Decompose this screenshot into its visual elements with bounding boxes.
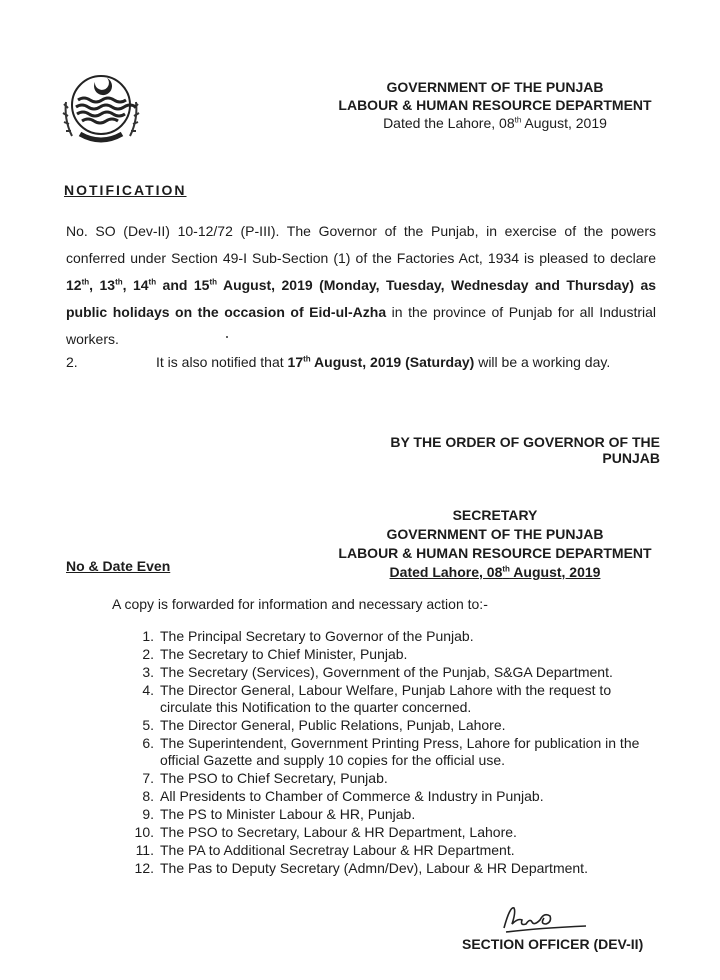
list-item [124, 664, 664, 681]
list-item [124, 788, 664, 805]
list-item-number: 8. [142, 788, 154, 804]
list-item [124, 806, 664, 823]
punjab-emblem-logo [58, 62, 144, 148]
list-item-text: The Pas to Deputy Secretary (Admn/Dev), Labour & HR Department. [160, 860, 588, 876]
letterhead-government: GOVERNMENT OF THE PUNJAB [386, 79, 604, 95]
secretary-block [330, 506, 660, 582]
list-item-number: 5. [142, 717, 154, 733]
list-item [124, 824, 664, 841]
list-item-number: 3. [142, 664, 154, 680]
list-item-number: 9. [142, 806, 154, 822]
letterhead [330, 78, 660, 132]
list-item-text: The Secretary (Services), Government of the Punjab, S&GA Department. [160, 664, 613, 680]
list-item [124, 860, 664, 877]
list-item-number: 7. [142, 770, 154, 786]
list-item-number: 10. [134, 824, 154, 840]
distribution-list [124, 628, 664, 878]
no-date-even: No & Date Even [66, 558, 171, 574]
list-item [124, 682, 664, 716]
secretary-title: SECRETARY [452, 507, 538, 523]
order-line: BY THE ORDER OF GOVERNOR OF THE PUNJAB [390, 434, 660, 466]
list-item-text: The PA to Additional Secretray Labour & HR Department. [160, 842, 515, 858]
list-item-text: The Secretary to Chief Minister, Punjab. [160, 646, 408, 662]
notification-paragraph-1: No. SO (Dev-II) 10-12/72 (P-III). The Governor of the Punjab, in exercise of the powers conferred under Section 49-I Sub-Section (1) of the Factories Act, 1934 is pleased to declare 12th, 13th, 14th and 15th August, 2019 (Monday, Tuesday, Wednesday and Thursday) as public holidays on the occasion of Eid-ul-Azha in the province of Punjab for all Industrial workers. [66, 223, 657, 347]
list-item-number: 6. [142, 735, 154, 751]
letterhead-department: LABOUR & HUMAN RESOURCE DEPARTMENT [338, 97, 652, 113]
list-item-text: The Principal Secretary to Governor of the Punjab. [160, 628, 474, 644]
list-item-number: 4. [142, 682, 154, 698]
list-item [124, 842, 664, 859]
copy-forwarded-intro: A copy is forwarded for information and necessary action to:- [112, 596, 488, 612]
list-item-text: The Director General, Labour Welfare, Punjab Lahore with the request to circulate this Notification to the quarter concerned. [160, 682, 612, 715]
secretary-department: LABOUR & HUMAN RESOURCE DEPARTMENT [338, 545, 652, 561]
list-item-number: 11. [135, 842, 154, 858]
list-item-number: 12. [134, 860, 154, 876]
list-item-text: The Superintendent, Government Printing Press, Lahore for publication in the official Gazette and supply 10 copies for the official use. [160, 735, 640, 768]
stray-mark [226, 336, 228, 338]
letterhead-date: Dated the Lahore, 08th August, 2019 [383, 115, 607, 131]
list-item-text: The PSO to Chief Secretary, Punjab. [160, 770, 388, 786]
notification-heading: NOTIFICATION [64, 182, 187, 198]
section-officer-signoff: SECTION OFFICER (DEV-II) [462, 936, 644, 952]
handwritten-signature [500, 898, 590, 938]
secretary-government: GOVERNMENT OF THE PUNJAB [386, 526, 604, 542]
list-item-number: 1. [142, 628, 154, 644]
list-item-text: The PS to Minister Labour & HR, Punjab. [160, 806, 416, 822]
notification-paragraph-2: 2. It is also notified that 17th August, 2019 (Saturday) will be a working day. [66, 354, 611, 370]
list-item [124, 770, 664, 787]
list-item [124, 628, 664, 645]
list-item [124, 735, 664, 769]
list-item [124, 646, 664, 663]
secretary-date: Dated Lahore, 08th August, 2019 [389, 564, 601, 580]
list-item-number: 2. [142, 646, 154, 662]
list-item-text: The Director General, Public Relations, Punjab, Lahore. [160, 717, 506, 733]
list-item [124, 717, 664, 734]
list-item-text: All Presidents to Chamber of Commerce & Industry in Punjab. [160, 788, 544, 804]
list-item-text: The PSO to Secretary, Labour & HR Department, Lahore. [160, 824, 517, 840]
